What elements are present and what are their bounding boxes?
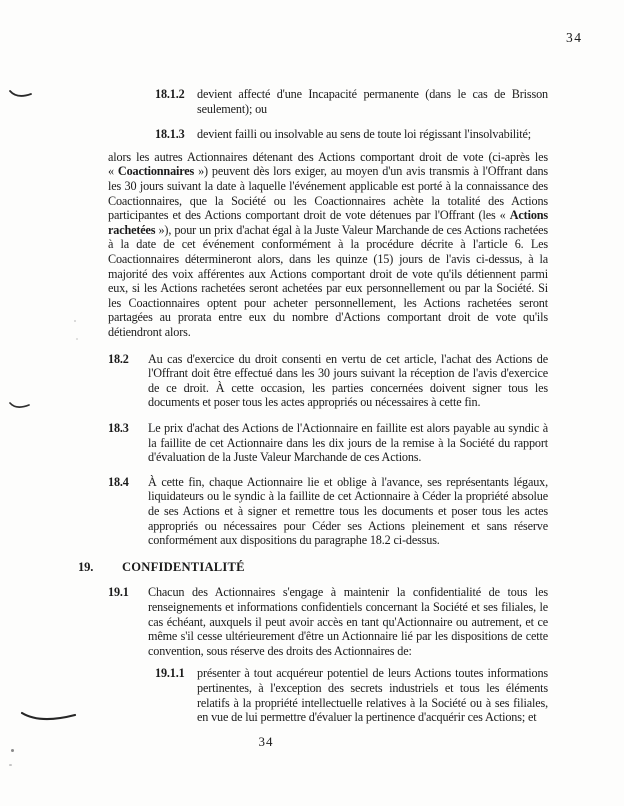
clause-text: devient affecté d'une Incapacité permanente (dans le cas de Brisson seulement); ou bbox=[197, 87, 548, 116]
clause-text: Au cas d'exercice du droit consenti en vertu de cet article, l'achat des Actions de l'Offrant doit être effectué dans les 30 jours suivant la réception de l'avis d'exercice de ce droit. À cette occasion, les parties concernées doivent signer tous les documents et poser tous les actes appropriés ou nécessaires à cette fin. bbox=[148, 351, 548, 410]
clause-18-1-continuation-paragraph bbox=[108, 150, 548, 340]
clause-18-2 bbox=[108, 352, 548, 410]
pen-stroke-icon bbox=[9, 88, 33, 101]
paragraph-segment: alors les autres Actionnaires détenant des Actions comportant droit de vote (ci-après les « bbox=[108, 149, 548, 179]
clause-number: 18.4 bbox=[108, 474, 129, 489]
clause-text: Chacun des Actionnaires s'engage à maintenir la confidentialité de tous les renseignements et informations confidentiels concernant la Société et ses filiales, le cas échéant, auxquels il peut avoir accès en tant qu'Actionnaire ou autrement, et ce même s'il cesse ultérieurement d'être un Actionnaire lié par les dispositions de cette convention, sous réserve des droits des Actionnaires de: bbox=[148, 585, 548, 658]
page-number-bottom: 34 bbox=[258, 734, 274, 749]
paragraph-segment: ») peuvent dès lors exiger, au moyen d'un avis transmis à l'Offrant dans les 30 jours suivant la date à laquelle l'événement applicable est porté à la connaissance des Coactionnaires, que la Société ou les Coactionnaires achète la totalité des Actions participantes et des Actions comportant droit de vote détenues par l'Offrant (les « bbox=[108, 164, 548, 223]
clause-18-1-2 bbox=[155, 87, 548, 116]
clause-19-1-1 bbox=[155, 666, 548, 724]
section-title: CONFIDENTIALITÉ bbox=[122, 559, 245, 574]
pen-stroke-icon bbox=[9, 400, 31, 412]
clause-text: À cette fin, chaque Actionnaire lie et oblige à l'avance, ses représentants légaux, liquidateurs ou le syndic à la faillite de cet Actionnaire à Céder la propriété absolue de ses Actions et à signer et remettre tous les documents et poser tous les actes appropriés ou nécessaires pour Céder ses Actions pleinement et sans réserve conformément aux dispositions du paragraphe 18.2 ci-dessus. bbox=[148, 474, 548, 548]
clause-text: Le prix d'achat des Actions de l'Actionnaire en faillite est alors payable au syndic à la faillite de cet Actionnaire dans les dix jours de la remise à la Société du rapport d'évaluation de la Juste Valeur Marchande de ces Actions. bbox=[148, 421, 548, 465]
ink-speck bbox=[74, 320, 76, 322]
ink-speck bbox=[11, 749, 14, 752]
clause-text: présenter à tout acquéreur potentiel de leurs Actions toutes informations pertinentes, à l'exception des secrets industriels et tous les éléments relatifs à la propriété intellectuelle relatives à la Société ou à ses filiales, en vue de lui permettre d'évaluer la pertinence d'acquérir ces Actions; et bbox=[197, 666, 548, 725]
clause-number: 18.1.3 bbox=[155, 127, 185, 142]
clause-number: 19.1 bbox=[108, 585, 129, 600]
section-number: 19. bbox=[78, 559, 94, 574]
clause-18-4 bbox=[108, 475, 548, 548]
defined-term-actions-rachetees: Actions rachetées bbox=[108, 208, 548, 237]
page-number-top: 34 bbox=[566, 30, 583, 45]
clause-18-3 bbox=[108, 421, 548, 465]
ink-speck bbox=[76, 338, 78, 340]
ink-speck bbox=[9, 764, 12, 766]
clause-number: 19.1.1 bbox=[155, 666, 185, 681]
section-19-heading bbox=[78, 560, 548, 575]
clause-number: 18.1.2 bbox=[155, 87, 185, 101]
clause-number: 18.2 bbox=[108, 351, 129, 366]
document-body bbox=[78, 87, 548, 725]
pen-stroke-icon bbox=[20, 709, 78, 725]
defined-term-coactionnaires: Coactionnaires bbox=[117, 164, 195, 179]
clause-18-1-3 bbox=[155, 127, 548, 142]
clause-19-1 bbox=[108, 585, 548, 658]
paragraph-segment: »), pour un prix d'achat égal à la Juste Valeur Marchande de ces Actions rachetées à la date de cet événement conformément à la procédure décrite à l'article 6. Les Coactionnaires détermineront alors, dans les quinze (15) jours de l'avis ci-dessus, à la majorité des voix afférentes aux Actions comportant droit de vote qu'ils détiennent parmi eux, si les Actions rachetées seront achetées par eux personnellement ou par la Société. Si les Coactionnaires optent pour acheter personnellement, les Actions rachetées seront partagées au prorata entre eux du nombre d'Actions comportant droit de vote qu'ils détiendront alors. bbox=[108, 222, 548, 339]
clause-text: devient failli ou insolvable au sens de toute loi régissant l'insolvabilité; bbox=[197, 127, 532, 142]
clause-number: 18.3 bbox=[108, 421, 129, 436]
